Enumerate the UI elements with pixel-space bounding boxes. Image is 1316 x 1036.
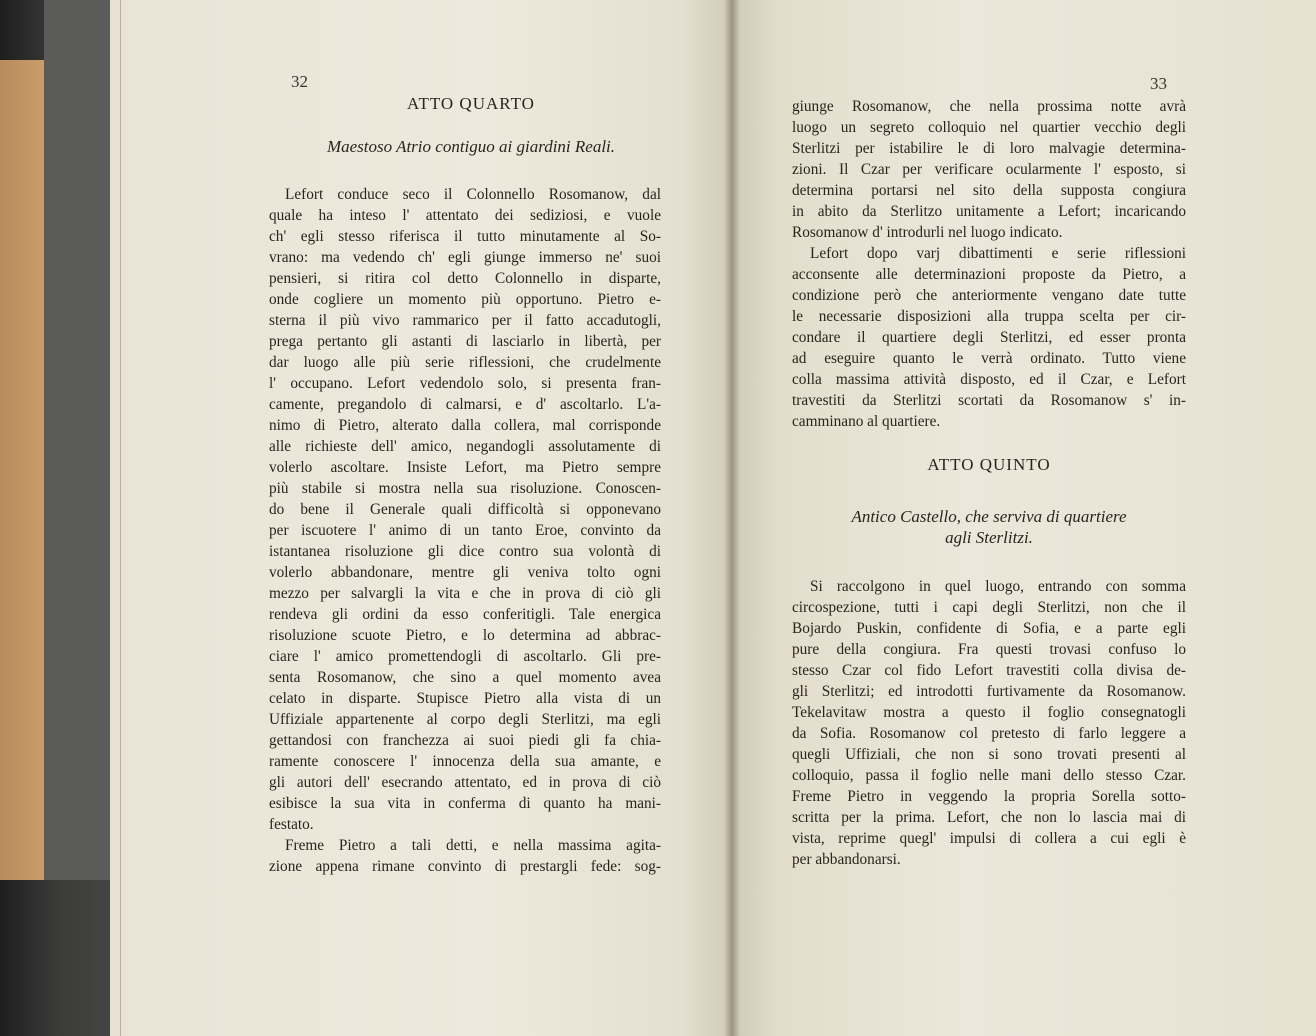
text-line: vrano: ma vedendo ch' egli giunge immerso ne' suoi — [269, 249, 661, 266]
text-line: risoluzione scuote Pietro, e lo determina ad abbrac- — [269, 627, 661, 644]
text-line: ramente conoscere l' innocenza della sua amante, e — [269, 753, 661, 770]
text-line: condare il quartiere degli Sterlitzi, ed esser pronta — [792, 329, 1186, 346]
page-number-left: 32 — [291, 72, 308, 91]
act-title-right: ATTO QUINTO — [927, 455, 1051, 474]
left-page — [120, 0, 733, 1036]
text-line: Si raccolgono in quel luogo, entrando con somma — [810, 578, 1186, 595]
text-line: Rosomanow d' introdurli nel luogo indicato. — [792, 224, 1063, 241]
text-line: nimo di Pietro, alterato dalla collera, mal corrisponde — [269, 417, 661, 434]
text-line: dar luogo alle più serie riflessioni, che crudelmente — [269, 354, 661, 371]
text-line: senta Rosomanow, che sino a quel momento avea — [269, 669, 661, 686]
text-line: colloquio, passa il foglio nelle mani dello stesso Czar. — [792, 767, 1186, 784]
text-line: Tekelavitaw mostra a questo il foglio consegnatogli — [792, 704, 1186, 721]
text-line: alle richieste dell' amico, negandogli assolutamente di — [269, 438, 661, 455]
text-line: zioni. Il Czar per verificare ocularmente l' esposto, si — [792, 161, 1186, 178]
text-line: l' occupano. Lefort vedendolo solo, si presenta fran- — [269, 375, 661, 392]
text-line: rendeva gli ordini da esso conferitigli. Tale energica — [269, 606, 661, 623]
text-line: vista, reprime quegl' impulsi di collera a cui egli è — [792, 830, 1186, 847]
text-line: ch' egli stesso riferisca il tutto minutamente al So- — [269, 228, 661, 245]
text-line: Freme Pietro a tali detti, e nella massima agita- — [285, 837, 661, 854]
text-line: da Sofia. Rosomanow col pretesto di farlo leggere a — [792, 725, 1186, 742]
text-line: gli Sterlitzi; ed introdotti furtivamente da Rosomanow. — [792, 683, 1186, 700]
text-line: volerlo abbandonare, mentre gli veniva tolto ogni — [269, 564, 661, 581]
scene-description-right-line2: agli Sterlitzi. — [945, 528, 1033, 547]
text-line: Lefort dopo varj dibattimenti e serie riflessioni — [810, 245, 1186, 262]
text-line: sterna il più vivo rammarico per il fatto accadutogli, — [269, 312, 661, 329]
page-number-right: 33 — [1150, 74, 1167, 93]
text-line: prega pertanto gli astanti di lasciarlo in libertà, per — [269, 333, 661, 350]
text-line: stesso Czar col fido Lefort travestiti colla divisa de- — [792, 662, 1186, 679]
text-line: zione appena rimane convinto di prestargli fede: sog- — [269, 858, 661, 875]
text-line: camminano al quartiere. — [792, 413, 941, 430]
scene-description-left: Maestoso Atrio contiguo ai giardini Reali. — [326, 137, 616, 156]
right-page — [732, 0, 1316, 1036]
text-line: in abito da Sterlitzo unitamente a Lefort; incaricando — [792, 203, 1186, 220]
text-line: Sterlitzi per istabilire le di loro malvagie determina- — [792, 140, 1186, 157]
text-line: pensieri, si ritira col detto Colonnello in disparte, — [269, 270, 661, 287]
text-line: do bene il Generale quali difficoltà si opponevano — [269, 501, 661, 518]
text-line: ciare l' amico promettendogli di ascoltarlo. Gli pre- — [269, 648, 661, 665]
text-line: festato. — [269, 816, 314, 833]
scene-description-right-line1: Antico Castello, che serviva di quartiere — [851, 507, 1127, 526]
text-line: onde cogliere un momento più opportuno. Pietro e- — [269, 291, 661, 308]
act-title-left: ATTO QUARTO — [407, 94, 535, 113]
text-line: gli autori dell' esecrando attentato, ed in prova di ciò — [269, 774, 661, 791]
text-line: gettandosi con franchezza ai suoi piedi gli fa chia- — [269, 732, 661, 749]
text-line: condizione però che anteriormente vengano date tutte — [792, 287, 1186, 304]
text-line: Uffiziale appartenente al corpo degli Sterlitzi, ma egli — [269, 711, 661, 728]
text-line: acconsente alle determinazioni proposte da Pietro, a — [792, 266, 1186, 283]
text-line: quegli Uffiziali, che non si sono trovati presenti al — [792, 746, 1186, 763]
text-line: ad eseguire quanto le verrà ordinato. Tutto viene — [792, 350, 1186, 367]
text-line: celato in disparte. Stupisce Pietro alla vista di un — [269, 690, 661, 707]
text-line: per abbandonarsi. — [792, 851, 901, 868]
text-line: quale ha inteso l' attentato dei sediziosi, e vuole — [269, 207, 661, 224]
text-line: determina portarsi nel sito della supposta congiura — [792, 182, 1186, 199]
text-line: luogo un segreto colloquio nel quartier vecchio degli — [792, 119, 1186, 136]
background-card — [0, 60, 44, 880]
text-line: volerlo ascoltare. Insiste Lefort, ma Pietro sempre — [269, 459, 661, 476]
text-line: pure della congiura. Fra questi trovasi confuso lo — [792, 641, 1186, 658]
text-line: circospezione, tutti i capi degli Sterlitzi, non che il — [792, 599, 1186, 616]
text-line: camente, pregandolo di calmarsi, e d' ascoltarlo. L'a- — [269, 396, 661, 413]
text-line: istantanea risoluzione gli dice contro sua volontà di — [269, 543, 661, 560]
text-line: le necessarie disposizioni alla truppa scelta per cir- — [792, 308, 1186, 325]
text-line: esibisce la sua vita in conferma di quanto ha mani- — [269, 795, 661, 812]
text-line: Lefort conduce seco il Colonnello Rosomanow, dal — [285, 186, 661, 203]
text-line: più stabile si mostra nella sua risoluzione. Conoscen- — [269, 480, 661, 497]
text-line: Bojardo Puskin, confidente di Sofia, e a parte egli — [792, 620, 1186, 637]
text-line: Freme Pietro in veggendo la propria Sorella sotto- — [792, 788, 1186, 805]
text-line: scritta per la prima. Lefort, che non lo lascia mai di — [792, 809, 1186, 826]
text-line: giunge Rosomanow, che nella prossima notte avrà — [792, 98, 1186, 115]
text-line: mezzo per salvargli la vita e che in prova di ciò gli — [269, 585, 661, 602]
text-line: colla massima attività disposto, ed il Czar, e Lefort — [792, 371, 1186, 388]
book-gutter — [724, 0, 740, 1036]
text-line: per iscuotere l' animo di un tanto Eroe, convinto da — [269, 522, 661, 539]
text-line: travestiti da Sterlitzi scortati da Rosomanow s' in- — [792, 392, 1186, 409]
